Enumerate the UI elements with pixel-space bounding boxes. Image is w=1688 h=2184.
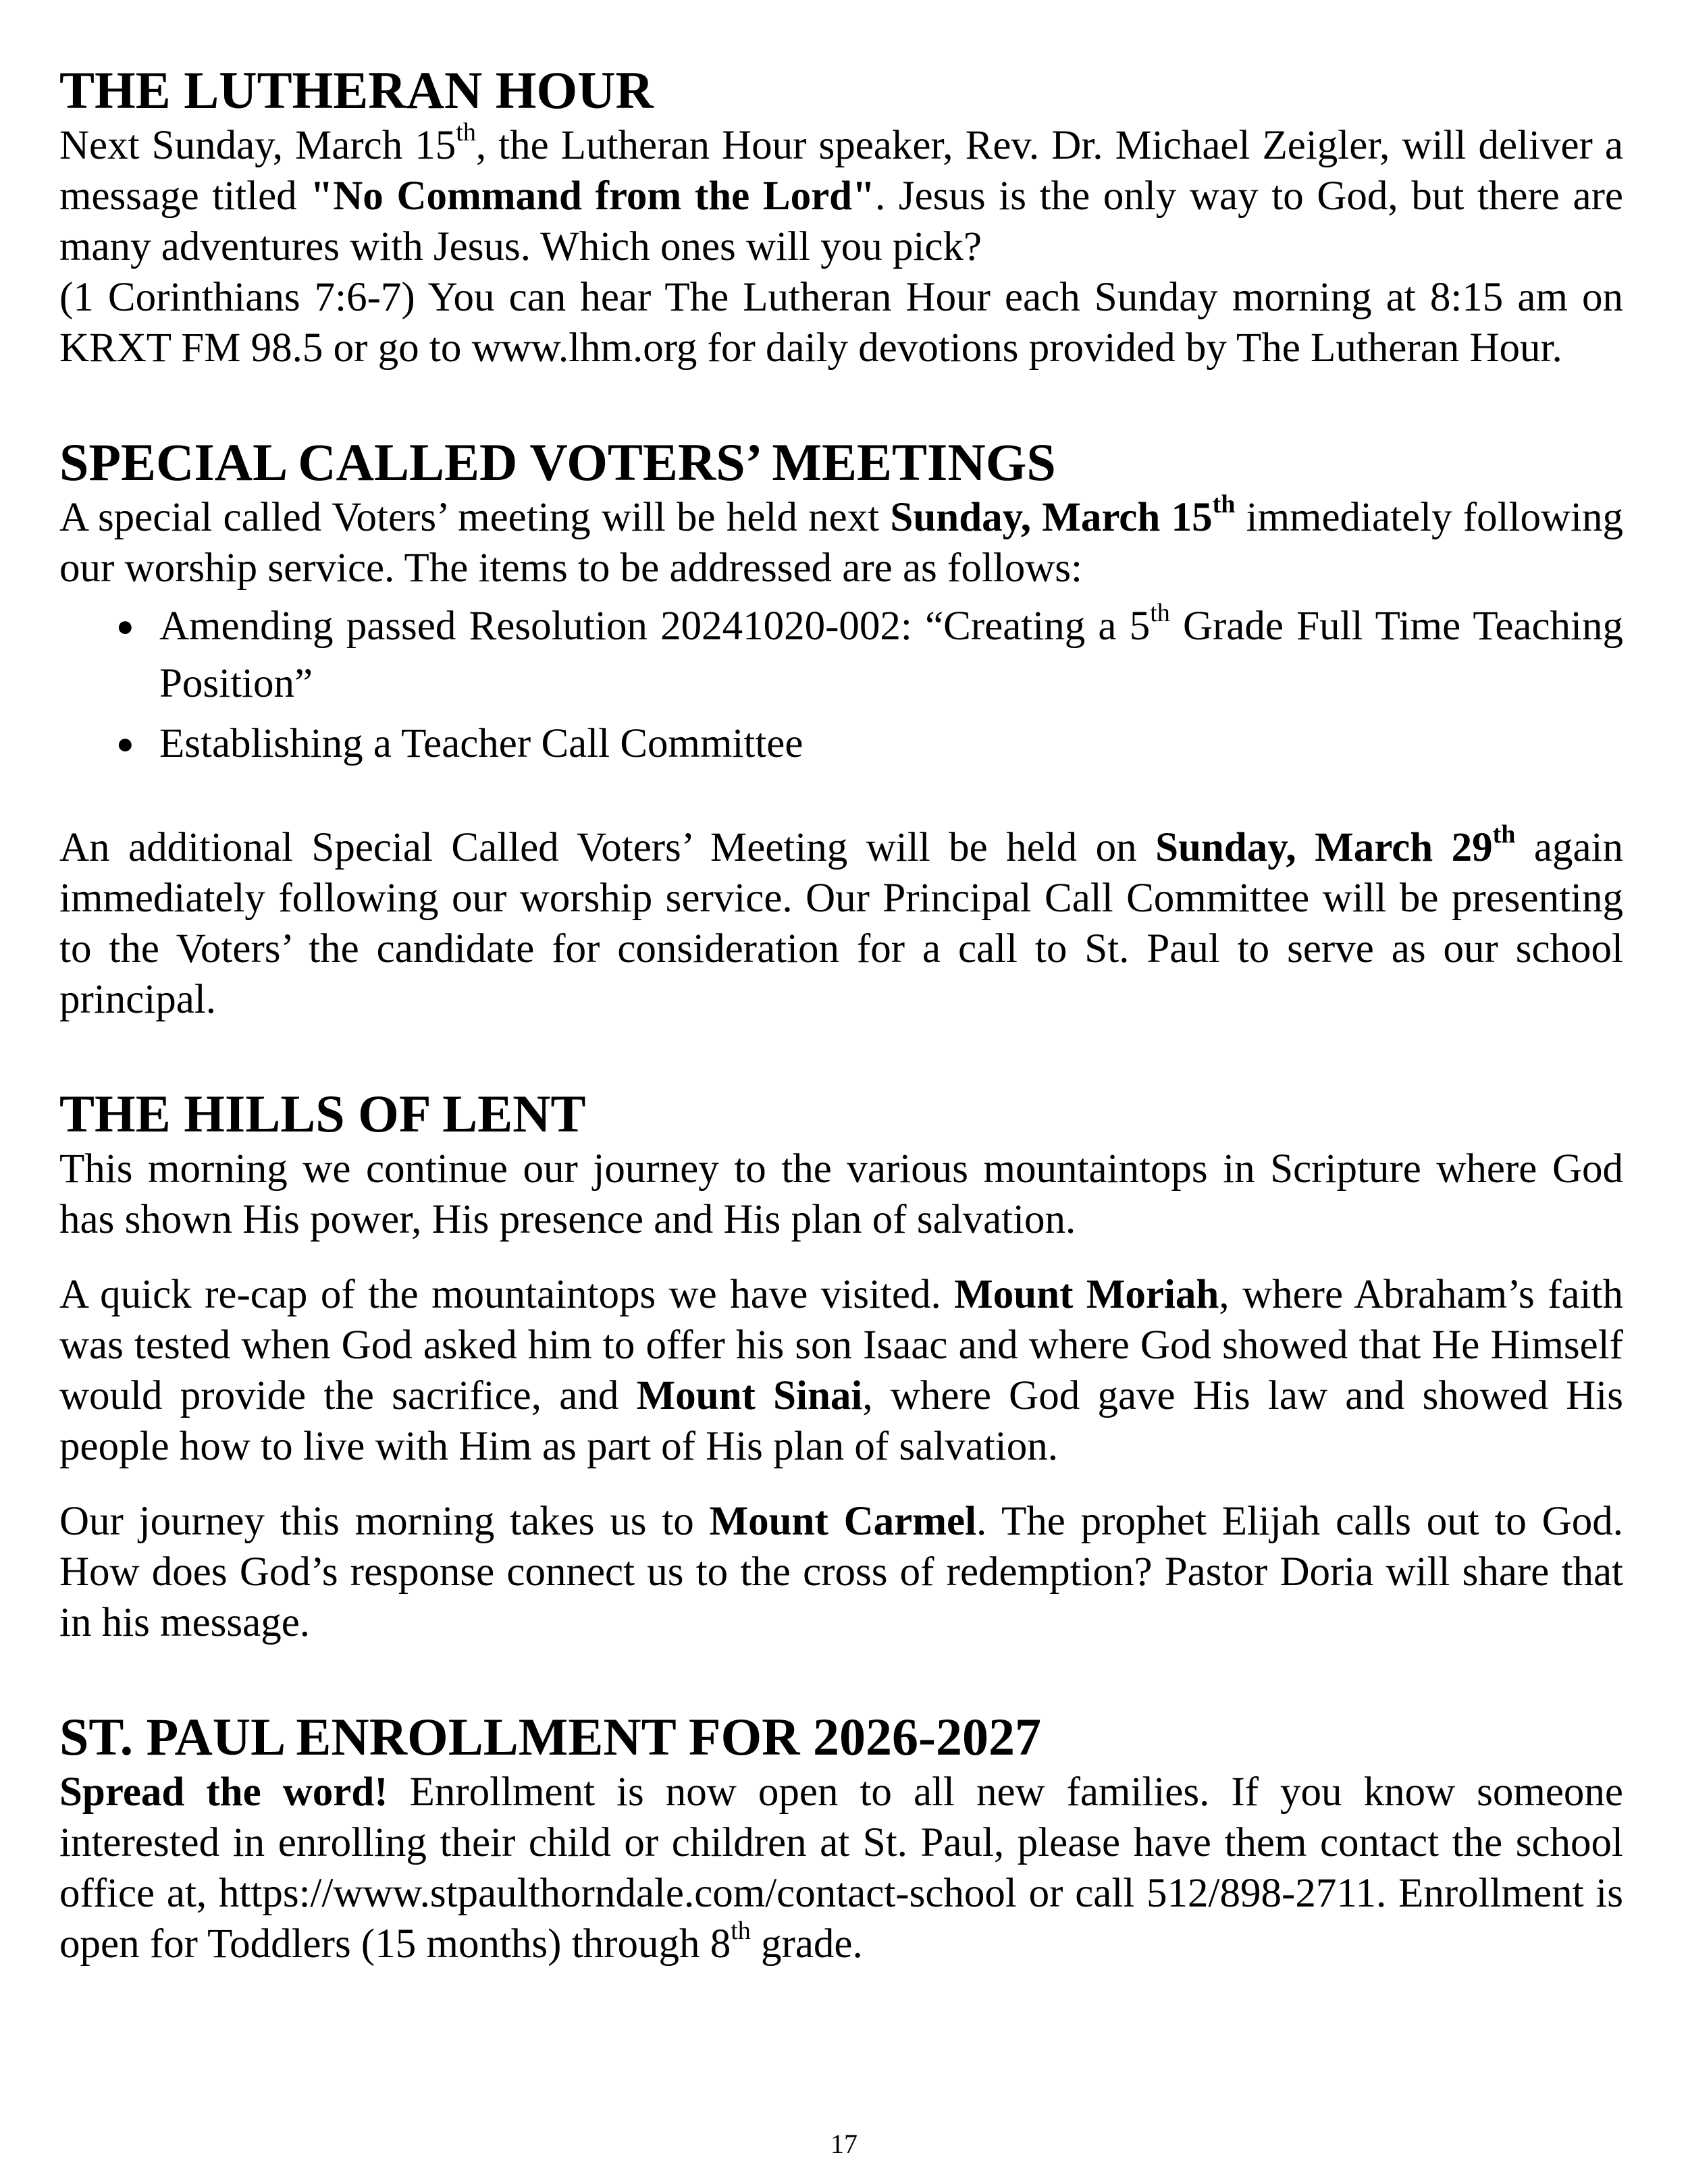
section-enrollment	[59, 1707, 1623, 1969]
section-lutheran-hour	[59, 61, 1623, 373]
paragraph: Spread the word! Enrollment is now open to all new families. If you know someone interested in enrolling their child or children at St. Paul, please have them contact the school office at, https://www.stpaulthorndale.com/contact-school or call 512/898-2711. Enrollment is open for Toddlers (15 months) through 8th grade.	[59, 1769, 1623, 1967]
message-title: "No Command from the Lord"	[310, 174, 875, 219]
section-heading: SPECIAL CALLED VOTERS’ MEETINGS	[59, 433, 1056, 491]
section-voters-meetings	[59, 433, 1623, 1025]
newsletter-page	[59, 61, 1623, 1969]
paragraph: A quick re-cap of the mountaintops we have visited. Mount Moriah, where Abraham’s faith was tested when God asked him to offer his son Isaac and where God showed that He Himself would provide the sacrifice, and Mount Sinai, where God gave His law and showed His people how to live with Him as part of His plan of salvation.	[59, 1272, 1623, 1469]
paragraph: Next Sunday, March 15th, the Lutheran Hour speaker, Rev. Dr. Michael Zeigler, will deliver a message titled "No Command from the Lord". Jesus is the only way to God, but there are many adventures with Jesus. Which ones will you pick?	[59, 117, 1623, 269]
list-item: ● Amending passed Resolution 20241020-002: “Creating a 5th Grade Full Time Teaching Position”	[116, 598, 1623, 706]
section-hills-of-lent	[59, 1084, 1623, 1648]
bullet-icon: ●	[116, 727, 134, 760]
paragraph: Our journey this morning takes us to Mount Carmel. The prophet Elijah calls out to God. How does God’s response connect us to the cross of redemption? Pastor Doria will share that in his message.	[59, 1499, 1623, 1645]
paragraph: This morning we continue our journey to the various mountaintops in Scripture where God has shown His power, His presence and His plan of salvation.	[59, 1146, 1623, 1242]
section-heading: THE LUTHERAN HOUR	[59, 61, 654, 119]
paragraph: An additional Special Called Voters’ Meeting will be held on Sunday, March 29th again immediately following our worship service. Our Principal Call Committee will be presenting to the Voters’ the candidate for consideration for a call to St. Paul to serve as our school principal.	[59, 820, 1623, 1022]
paragraph: A special called Voters’ meeting will be held next Sunday, March 15th immediately following our worship service. The items to be addressed are as follows:	[59, 489, 1624, 591]
page-number: 17	[830, 2129, 858, 2159]
list-item: ● Establishing a Teacher Call Committee	[59, 715, 1623, 772]
section-heading: THE HILLS OF LENT	[59, 1084, 586, 1143]
agenda-list	[59, 597, 1623, 772]
bullet-icon: ●	[116, 610, 134, 643]
section-heading: ST. PAUL ENROLLMENT FOR 2026-2027	[59, 1707, 1041, 1766]
paragraph: (1 Corinthians 7:6-7) You can hear The Lutheran Hour each Sunday morning at 8:15 am on KRXT FM 98.5 or go to www.lhm.org for daily devotions provided by The Lutheran Hour.	[59, 275, 1623, 371]
